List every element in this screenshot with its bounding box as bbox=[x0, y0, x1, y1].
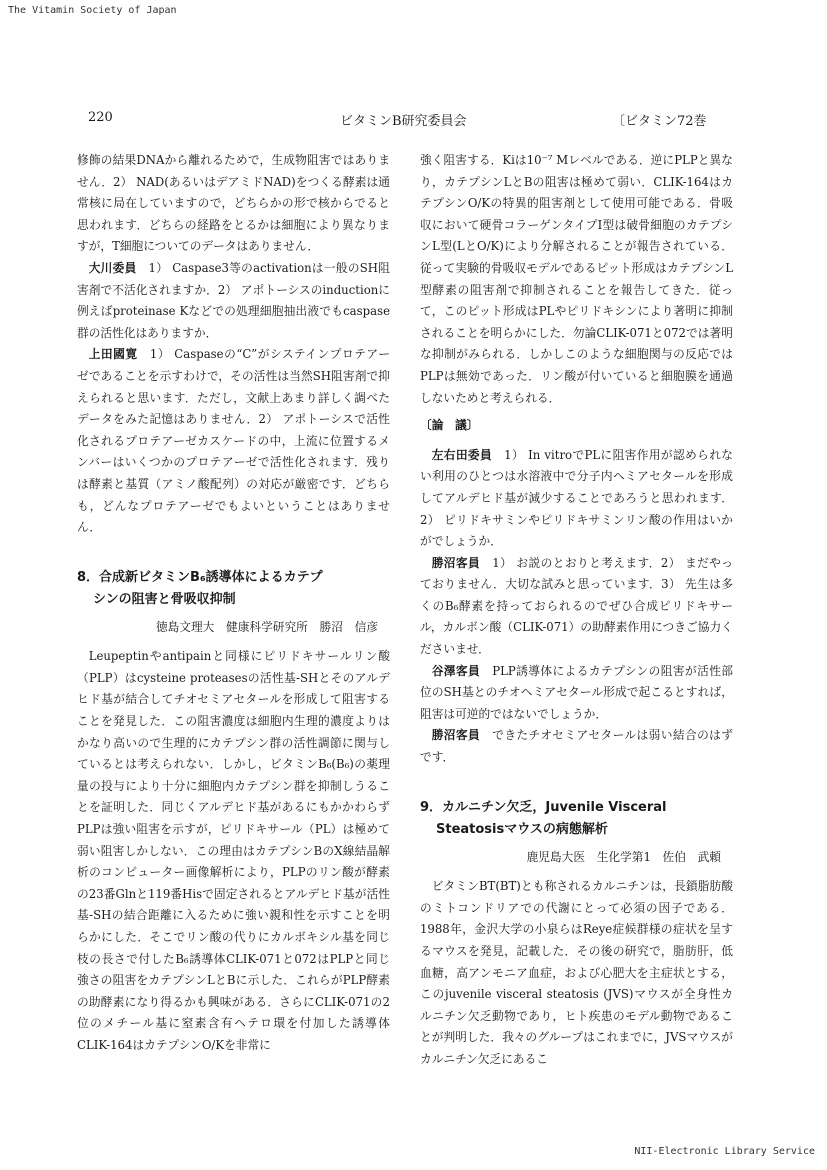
paragraph: 修飾の結果DNAから離れるためで，生成物阻害ではありません．2） NAD(あるいはデアミドNAD)をつくる酵素は通常核に局在していますので，どちらかの形で核からでると思われます．どちらの経路をとるかは細胞により異なりますが，T細胞についてのデータはありません． bbox=[77, 153, 390, 254]
watermark-top: The Vitamin Society of Japan bbox=[8, 5, 177, 16]
speaker-text: 1） Caspase3等のactivationは一般のSH阻害剤で不活化されますか．2） アポトーシスのinductionに例えばproteinase Kなどでの処理細胞抽出液でもcaspase群の活性化はありますか． bbox=[77, 260, 390, 340]
section-title-line: 9．カルニチン欠乏，Juvenile Visceral bbox=[420, 799, 667, 815]
speaker-name: 左右田委員 bbox=[431, 447, 493, 462]
speaker-name: 勝沼客員 bbox=[431, 728, 481, 743]
section-9-title bbox=[420, 797, 733, 841]
speaker-name: 谷澤客員 bbox=[431, 663, 481, 678]
section-title-line: 8．合成新ビタミンB₆誘導体によるカテプ bbox=[77, 569, 323, 585]
section-title-line: シンの阻害と骨吸収抑制 bbox=[93, 591, 236, 607]
speaker-text: 1） Caspaseの“C”がシステインプロテアーゼであることを示すわけで，その活性は当然SH阻害剤で抑えられると思います．ただし，文献上あまり詳しく調べたデータをみた記憶はありません．2） アポトーシスで活性化されるプロテアーゼカスケードの中，上流に位置するメンバーはいくつかのプロテアーゼで活性化されます．残りは酵素と基質（アミノ酸配列）の対応が厳密です．どちらも，どんなプロテアーゼでもよいということはありません． bbox=[77, 347, 390, 535]
discussion-heading: 〔論 議〕 bbox=[420, 418, 479, 433]
paragraph bbox=[77, 258, 390, 344]
paragraph: 強く阻害する．Kiは10⁻⁷ Mレベルである．逆にPLPと異なり，カテプシンLとBの阻害は極めて弱い．CLIK-164はカテプシンO/Kの特異的阻害剤として使用可能である．骨吸収において硬骨コラーゲンタイプI型は破骨細胞のカテプシンL型(LとO/K)により分解されることが報告されている．従って実験的骨吸収モデルであるピット形成はカテプシンL型酵素の阻害剤で抑制されることを報告してきた．従って，このピット形成はPLやピリドキシンにより著明に抑制されることを明らかにした．勿論CLIK-071と072では著明な抑制がみられる．しかしこのような細胞関与の反応ではPLPは無効であった．リン酸が付いていると細胞膜を通過しないためと考えられる． bbox=[420, 153, 733, 405]
section-8-author: 徳島文理大 健康科学研究所 勝沼 信彦 bbox=[155, 619, 378, 634]
paragraph bbox=[420, 445, 733, 553]
speaker-name: 大川委員 bbox=[88, 260, 137, 275]
paragraph: Leupeptinやantipainと同様にピリドキサールリン酸（PLP）はcysteine proteasesの活性基-SHとそのアルデヒド基が結合してチオセミアセタールを形成して阻害することを発見した．この阻害濃度は細胞内生理的濃度よりはかなり高いので生理的にカテプシン群の活性調節に関与しているとは考えられない．しかし，ビタミンB₆(B₆)の薬理量の投与により十分に細胞内カテプシン群を抑制しうることを証明した．同じくアルデヒド基があるにもかかわらずPLPは強い阻害を示すが，ピリドキサール（PL）は極めて弱い阻害しかしない．この理由はカテプシンBのX線結晶解析のコンピューター画像解析により，PLPのリン酸が酵素の23番Glnと119番Hisで固定されるとアルデヒド基が活性基-SHの結合距離に入るために強い親和性を示すことを明らかにした．そこでリン酸の代りにカルボキシル基を同じ枝の長さで付したB₆誘導体CLIK-071と072はPLPと同じ強さの阻害をカテプシンLとBに示した．これらがPLP酵素の助酵素になり得るかも興味がある．さらにCLIK-071の2位のメチール基に窒素含有ヘテロ環を付加した誘導体CLIK-164はカテプシンO/Kを非常に bbox=[77, 649, 390, 1052]
section-title-line: Steatosisマウスの病態解析 bbox=[436, 821, 608, 837]
speaker-text: 1） In vitroでPLに阻害作用が認められない利用のひとつは水溶液中で分子内ヘミアセタールを形成してアルデヒド基が減少することであろうと思われます．2） ピリドキサミンやピリドキサミンリン酸の作用はいかがでしょうか． bbox=[420, 447, 733, 549]
speaker-name: 勝沼客員 bbox=[431, 555, 481, 570]
paragraph bbox=[420, 661, 733, 726]
volume-label: 〔ビタミン72巻 bbox=[612, 114, 707, 129]
paragraph: ビタミンBT(BT)とも称されるカルニチンは，長鎖脂肪酸のミトコンドリアでの代謝にとって必須の因子である．1988年，金沢大学の小泉らはReye症候群様の症状を呈するマウスを発見，記載した．その後の研究で，脂肪肝，低血糖，高アンモニア血症，および心肥大を主症状とする，このjuvenile visceral steatosis (JVS)マウスが全身性カルニチン欠乏動物であり，ヒト疾患のモデル動物であることが判明した．我々のグループはこれまでに，JVSマウスがカルニチン欠乏にあるこ bbox=[420, 879, 733, 1066]
paragraph bbox=[420, 553, 733, 661]
watermark-bottom: NII-Electronic Library Service bbox=[634, 1146, 815, 1157]
section-9-author: 鹿児島大医 生化学第1 佐伯 武頼 bbox=[526, 849, 721, 864]
page-number: 220 bbox=[88, 110, 113, 125]
section-8-title bbox=[77, 567, 390, 611]
running-title: ビタミンB研究委員会 bbox=[340, 114, 467, 129]
paragraph bbox=[420, 725, 733, 768]
right-column bbox=[420, 150, 733, 1071]
speaker-name: 上田國寛 bbox=[88, 347, 138, 362]
speaker-text: PLP誘導体によるカテプシンの阻害が活性部位のSH基とのチオヘミアセタール形成で起こるとすれば，阻害は可逆的ではないでしょうか． bbox=[420, 663, 733, 721]
paragraph bbox=[77, 344, 390, 538]
left-column bbox=[77, 150, 390, 1057]
speaker-text: できたチオセミアセタールは弱い結合のはずです． bbox=[420, 728, 733, 765]
speaker-text: 1） お説のとおりと考えます．2） まだやっておりません．大切な試みと思っています．3） 先生は多くのB₆酵素を持っておられるのでぜひ合成ピリドキサール，カルボン酸（CLIK-071）の助酵素作用につきご協力くださいませ． bbox=[420, 555, 733, 657]
